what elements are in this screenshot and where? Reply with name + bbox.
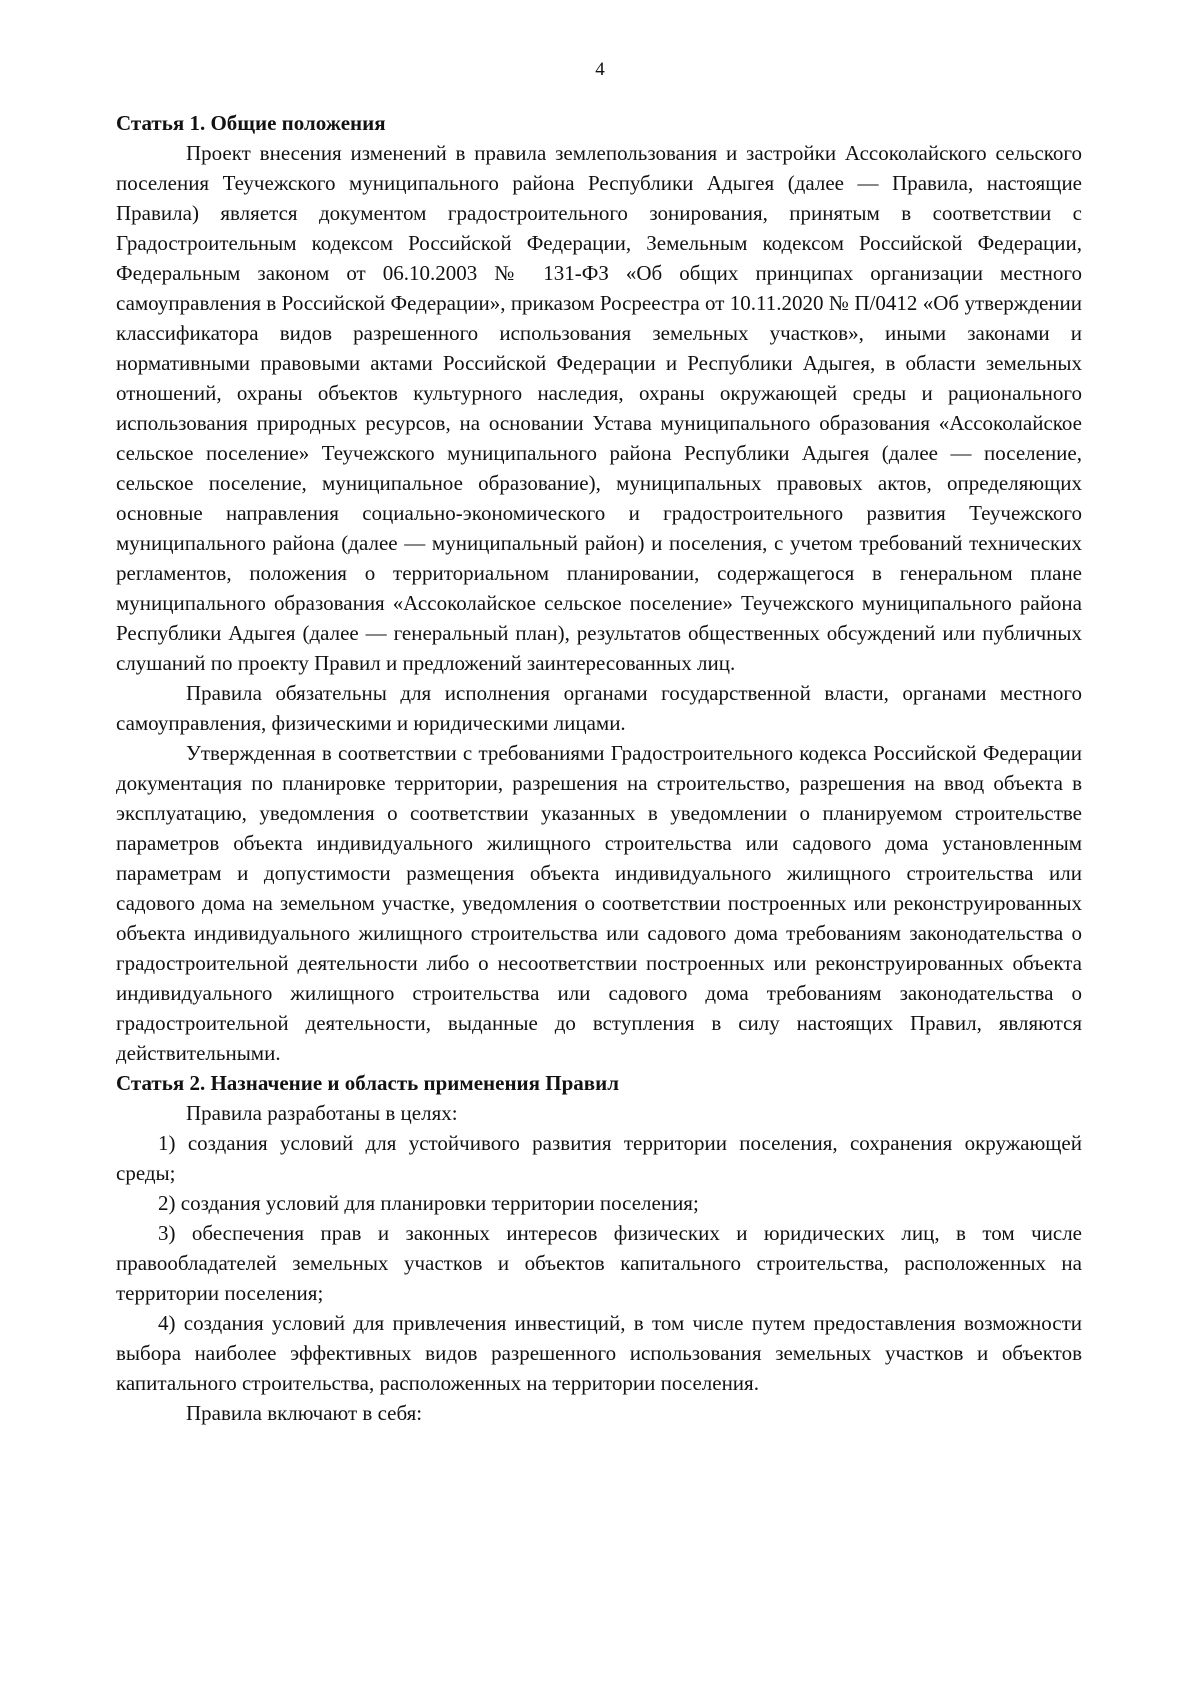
article-1-paragraph: Проект внесения изменений в правила землепользования и застройки Ассоколайского сельского поселения Теучежского муниципального района Республики Адыгея (далее — Правила, настоящие Правила) является документом градостроительного зонирования, принятым в соответствии с Градостроительным кодексом Российской Федерации, Земельным кодексом Российской Федерации, Федеральным законом от 06.10.2003 № 131-ФЗ «Об общих принципах организации местного самоуправления в Российской Федерации», приказом Росреестра от 10.11.2020 № П/0412 «Об утверждении классификатора видов разрешенного использования земельных участков», иными законами и нормативными правовыми актами Российской Федерации и Республики Адыгея, в области земельных отношений, охраны объектов культурного наследия, охраны окружающей среды и рационального использования природных ресурсов, на основании Устава муниципального образования «Ассоколайское сельское поселение» Теучежского муниципального района Республики Адыгея (далее — поселение, сельское поселение, муниципальное образование), муниципальных правовых актов, определяющих основные направления социально-экономического и градостроительного развития Теучежского муниципального района (далее — муниципальный район) и поселения, с учетом требований технических регламентов, положения о территориальном планировании, содержащегося в генеральном плане муниципального образования «Ассоколайское сельское поселение» Теучежского муниципального района Республики Адыгея (далее — генеральный план), результатов общественных обсуждений или публичных слушаний по проекту Правил и предложений заинтересованных лиц.: [116, 141, 1082, 675]
list-item: 1) создания условий для устойчивого развития территории поселения, сохранения окружающей среды;: [116, 1131, 1082, 1185]
article-2-intro: Правила разработаны в целях:: [186, 1101, 458, 1125]
article-2-closing: Правила включают в себя:: [186, 1401, 423, 1425]
article-1-heading: Статья 1. Общие положения: [116, 111, 386, 135]
list-item: 4) создания условий для привлечения инвестиций, в том числе путем предоставления возможности выбора наиболее эффективных видов разрешенного использования земельных участков и объектов капитального строительства, расположенных на территории поселения.: [116, 1311, 1082, 1395]
article-1-paragraph: Правила обязательны для исполнения органами государственной власти, органами местного самоуправления, физическими и юридическими лицами.: [116, 681, 1082, 735]
document-body: [116, 108, 1082, 1428]
list-item: 3) обеспечения прав и законных интересов физических и юридических лиц, в том числе правообладателей земельных участков и объектов капитального строительства, расположенных на территории поселения;: [116, 1221, 1082, 1305]
page-number: 4: [595, 59, 605, 80]
article-2-heading: Статья 2. Назначение и область применения Правил: [116, 1071, 619, 1095]
article-1-paragraph: Утвержденная в соответствии с требованиями Градостроительного кодекса Российской Федерации документация по планировке территории, разрешения на строительство, разрешения на ввод объекта в эксплуатацию, уведомления о соответствии указанных в уведомлении о планируемом строительстве параметров объекта индивидуального жилищного строительства или садового дома установленным параметрам и допустимости размещения объекта индивидуального жилищного строительства или садового дома на земельном участке, уведомления о соответствии построенных или реконструированных объекта индивидуального жилищного строительства или садового дома требованиям законодательства о градостроительной деятельности либо о несоответствии построенных или реконструированных объекта индивидуального жилищного строительства или садового дома требованиям законодательства о градостроительной деятельности, выданные до вступления в силу настоящих Правил, являются действительными.: [116, 741, 1082, 1065]
list-item: 2) создания условий для планировки территории поселения;: [158, 1191, 699, 1215]
